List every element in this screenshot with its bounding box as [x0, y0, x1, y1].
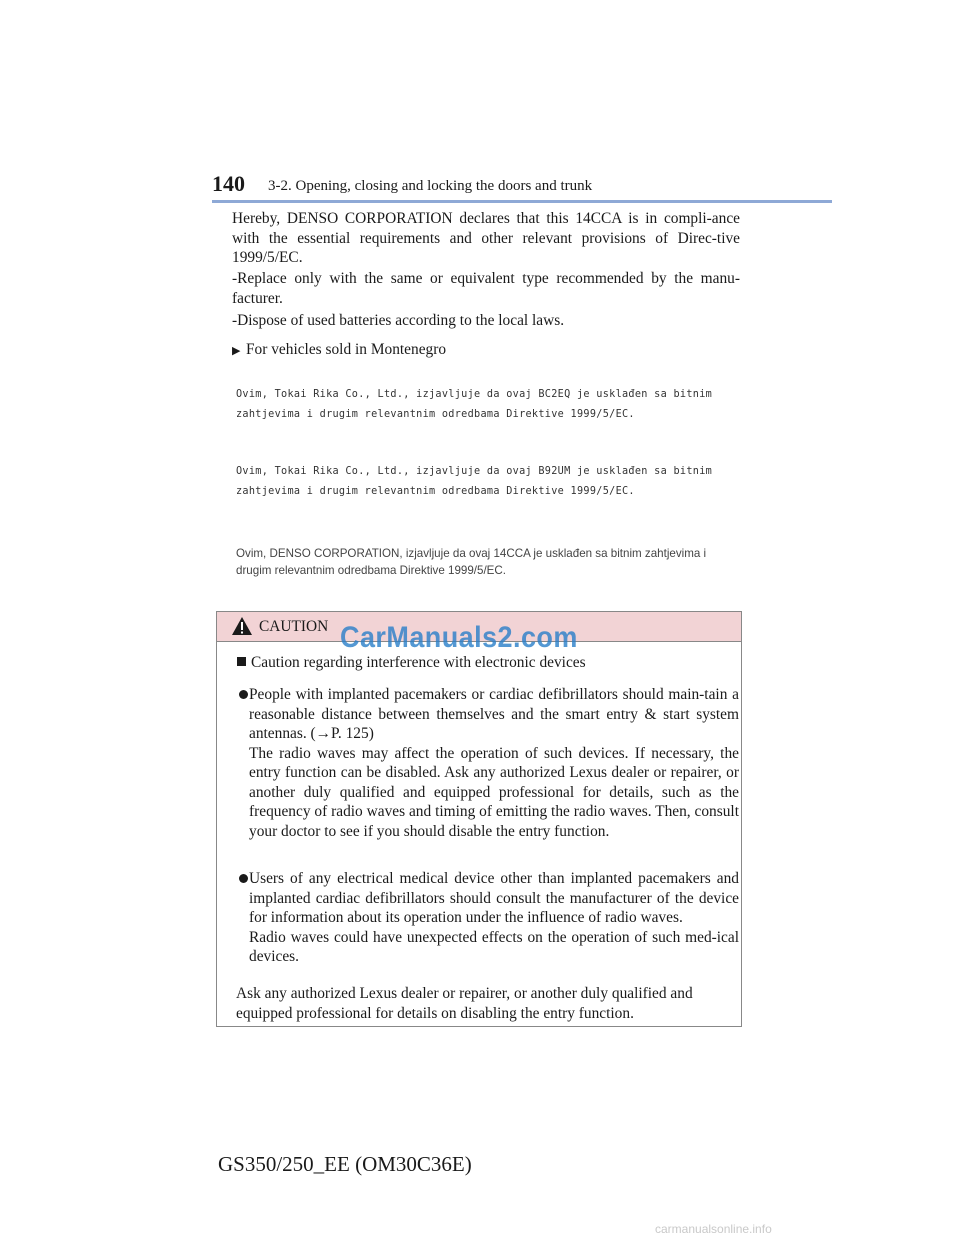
- bullet-2-line-2: Radio waves could have unexpected effects on the operation of such med-ical devices.: [249, 928, 739, 965]
- declaration-text-1: Ovim, Tokai Rika Co., Ltd., izjavljuje da ovaj BC2EQ je usklađen sa bitnim zahtjevima i drugim relevantnim odredbama Direktive 1999/5/EC.: [236, 389, 713, 420]
- page-number: 140: [212, 171, 245, 196]
- triangle-right-icon: ▶: [232, 345, 241, 357]
- watermark-logo: CarManuals2.com: [340, 621, 578, 654]
- bullet-1-text: [249, 685, 739, 841]
- bullet-1-line-1: People with implanted pacemakers or cardiac defibrillators should main-tain a reasonable distance between themselves and the smart entry & start system antennas. (→P. 125): [249, 686, 739, 742]
- bullet-dot-icon: [239, 690, 248, 699]
- body-paragraph-2: -Replace only with the same or equivalent type recommended by the manu-facturer.: [232, 270, 740, 307]
- bullet-1-line-2: The radio waves may affect the operation of such devices. If necessary, the entry function can be disabled. Ask any authorized Lexus dealer or repairer, or another duly qualified and equipped professional for details, such as the frequency of radio waves and timing of emitting the radio waves. Then, consult your doctor to see if you should disable the entry function.: [249, 744, 739, 840]
- header-rule: [212, 200, 832, 203]
- body-paragraph-1: Hereby, DENSO CORPORATION declares that this 14CCA is in compli-ance with the essential requirements and other relevant provisions of Direc-tive 1999/5/EC.: [232, 210, 740, 266]
- section-title: 3-2. Opening, closing and locking the doors and trunk: [268, 178, 593, 194]
- declaration-text-2: Ovim, Tokai Rika Co., Ltd., izjavljuje da ovaj B92UM je usklađen sa bitnim zahtjevima i drugim relevantnim odredbama Direktive 1999/5/EC.: [236, 466, 713, 497]
- caution-label: CAUTION: [259, 618, 329, 635]
- bullet-2-line-1: Users of any electrical medical device other than implanted pacemakers and implanted cardiac defibrillators should consult the manufacturer of the device for information about its operation under the influence of radio waves.: [249, 870, 739, 926]
- square-bullet-icon: [237, 657, 246, 666]
- warning-icon: [231, 616, 253, 636]
- caution-heading: [237, 653, 586, 673]
- sub-heading: [232, 340, 446, 362]
- declaration-text-3: Ovim, DENSO CORPORATION, izjavljuje da ovaj 14CCA je usklađen sa bitnim zahtjevima i drugim relevantnim odredbama Direktive 1999/5/EC.: [236, 547, 707, 577]
- caution-heading-text: Caution regarding interference with electronic devices: [251, 654, 586, 671]
- site-watermark: carmanualsonline.info: [655, 1222, 772, 1236]
- body-paragraph-3: -Dispose of used batteries according to the local laws.: [232, 312, 565, 329]
- sub-heading-text: For vehicles sold in Montenegro: [246, 341, 447, 358]
- caution-box: [216, 611, 742, 1027]
- bullet-dot-icon: [239, 874, 248, 883]
- caution-footer-text: Ask any authorized Lexus dealer or repairer, or another duly qualified and equipped professional for details on disabling the entry function.: [236, 985, 693, 1022]
- model-code: GS350/250_EE (OM30C36E): [218, 1152, 472, 1176]
- bullet-2-text: [249, 869, 739, 967]
